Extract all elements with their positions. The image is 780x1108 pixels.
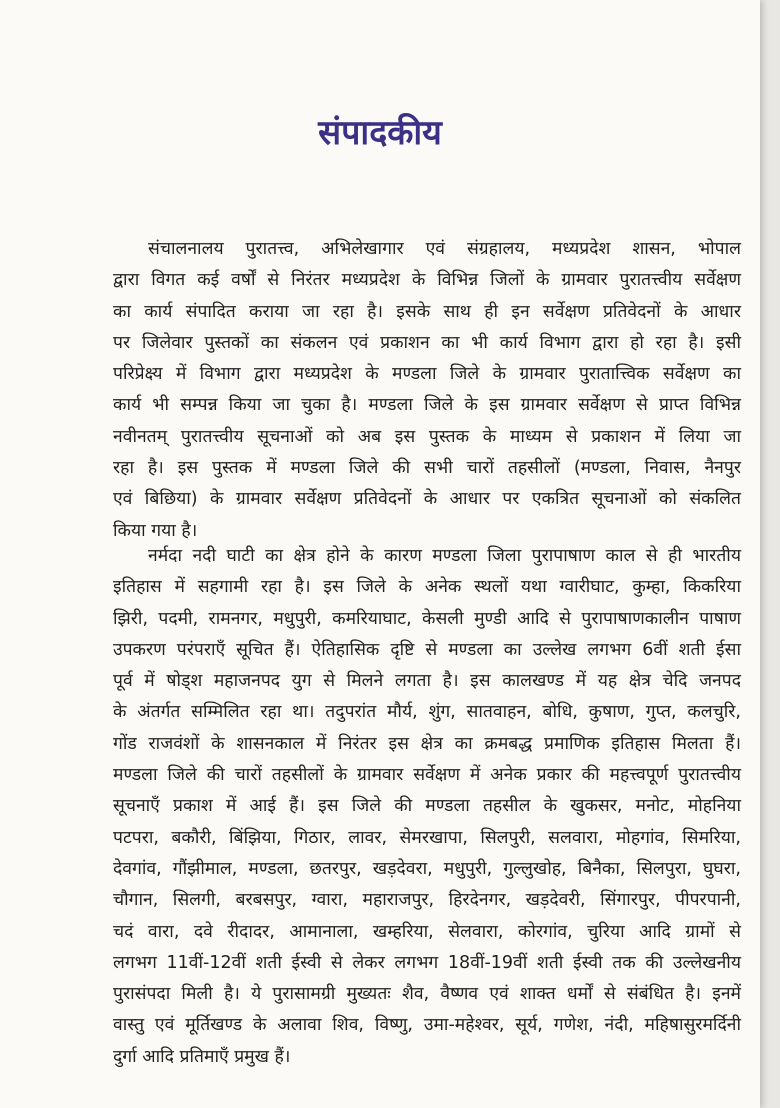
text-line: रहा है। इस पुस्तक में मण्डला जिले की सभी चारों तहसीलों (मण्डला, निवास, नैनपुर <box>113 458 741 479</box>
page-title: संपादकीय <box>318 113 442 153</box>
text-line: द्वारा विगत कई वर्षों से निरंतर मध्यप्रदेश के विभिन्न जिलों के ग्रामवार पुरातत्त्वीय सर्वेक्षण <box>113 270 741 291</box>
text-line: चदं वारा, दवे रीदादर, आमानाला, खम्हरिया, सेलवारा, कोरगांव, चुरिया आदि ग्रामों से <box>113 921 741 942</box>
text-line: दुर्गा आदि प्रतिमाएँ प्रमुख हैं। <box>113 1046 291 1067</box>
text-line: देवगांव, गौंझीमाल, मण्डला, छतरपुर, खड़देवरा, मधुपुरी, गुल्लुखोह, बिनैका, सिलपुरा, घुघरा, <box>113 858 741 879</box>
paragraph-2 <box>113 541 741 1073</box>
text-line: वास्तु एवं मूर्तिखण्ड के अलावा शिव, विष्णु, उमा-महेश्वर, सूर्य, गणेश, नंदी, महिषासुरमर्दिनी <box>113 1015 741 1036</box>
text-line: गोंड राजवंशों के शासनकाल में निरंतर इस क्षेत्र का क्रमबद्ध प्रमाणिक इतिहास मिलता हैं। <box>113 733 741 754</box>
paragraph-1 <box>113 234 741 547</box>
text-line: किया गया है। <box>113 520 198 541</box>
text-line: उपकरण परंपराएँ सूचित हैं। ऐतिहासिक दृष्टि से मण्डला का उल्लेख लगभग 6वीं शती ईसा <box>113 639 741 660</box>
text-line: नवीनतम् पुरातत्त्वीय सूचनाओं को अब इस पुस्तक के माध्यम से प्रकाशन में लिया जा <box>113 426 741 447</box>
text-line: पटपरा, बकौरी, बिंझिया, गिठार, लावर, सेमरखापा, सिलपुरी, सलवारा, मोहगांव, सिमरिया, <box>113 827 741 848</box>
text-line: कार्य भी सम्पन्न किया जा चुका है। मण्डला जिले के इस ग्रामवार सर्वेक्षण से प्राप्त विभिन्न <box>113 395 741 416</box>
text-line: मण्डला जिले की चारों तहसीलों के ग्रामवार सर्वेक्षण में अनेक प्रकार की महत्त्वपूर्ण पुरातत्त्वीय <box>113 765 741 786</box>
text-line: पूर्व में षोड्श महाजनपद युग से मिलने लगता है। इस कालखण्ड में यह क्षेत्र चेदि जनपद <box>113 671 741 692</box>
text-line: नर्मदा नदी घाटी का क्षेत्र होने के कारण मण्डला जिला पुरापाषाण काल से ही भारतीय <box>148 546 741 566</box>
text-line: चौगान, सिलगी, बरबसपुर, ग्वारा, महाराजपुर, हिरदेनगर, खड़देवरी, सिंगारपुर, पीपरपानी, <box>113 890 741 911</box>
text-line: पुरासंपदा मिली है। ये पुरासामग्री मुख्यतः शैव, वैष्णव एवं शाक्त धर्मों से संबंधित है। इनमें <box>113 984 741 1005</box>
text-line: पर जिलेवार पुस्तकों का संकलन एवं प्रकाशन का भी कार्य विभाग द्वारा हो रहा है। इसी <box>113 332 741 353</box>
text-line: एवं बिछिया) के ग्रामवार सर्वेक्षण प्रतिवेदनों के आधार पर एकत्रित सूचनाओं को संकलित <box>113 489 741 510</box>
text-line: इतिहास में सहगामी रहा है। इस जिले के अनेक स्थलों यथा ग्वारीघाट, कुम्हा, किकरिया <box>113 577 741 598</box>
text-line: सूचनाएँ प्रकाश में आई हैं। इस जिले की मण्डला तहसील के खुकसर, मनोट, मोहनिया <box>113 796 741 817</box>
text-line: परिप्रेक्ष्य में विभाग द्वारा मध्यप्रदेश के मण्डला जिले के ग्रामवार पुरातात्त्विक सर्वेक्षण का <box>113 364 741 385</box>
text-line: संचालनालय पुरातत्त्व, अभिलेखागार एवं संग्रहालय, मध्यप्रदेश शासन, भोपाल <box>148 239 741 259</box>
text-line: लगभग 11वीं-12वीं शती ईस्वी से लेकर लगभग 18वीं-19वीं शती ईस्वी तक की उल्लेखनीय <box>113 952 741 973</box>
text-line: का कार्य संपादित कराया जा रहा है। इसके साथ ही इन सर्वेक्षण प्रतिवेदनों के आधार <box>113 301 741 322</box>
text-line: झिरी, पदमी, रामनगर, मधुपुरी, कमरियाघाट, केसली मुण्डी आदि से पुरापाषाणकालीन पाषाण <box>113 608 741 629</box>
text-line: के अंतर्गत सम्मिलित रहा था। तदुपरांत मौर्य, शुंग, सातवाहन, बोधि, कुषाण, गुप्त, कलचुरि, <box>113 702 741 723</box>
